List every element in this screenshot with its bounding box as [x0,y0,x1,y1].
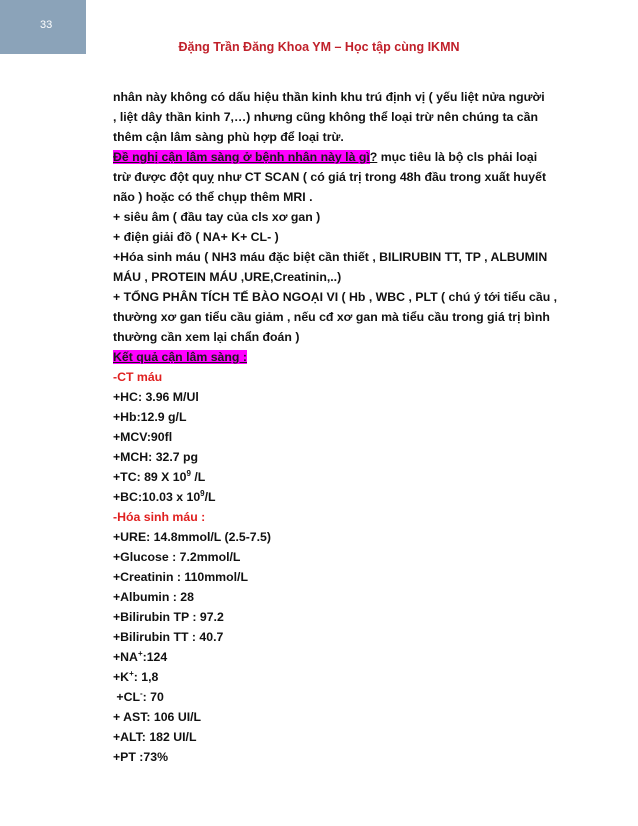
result-bilirubin-tp: +Bilirubin TP : 97.2 [113,610,224,624]
result-bilirubin-tt: +Bilirubin TT : 40.7 [113,630,224,644]
ct-mau-heading: -CT máu [113,370,163,384]
text-line: + TỔNG PHÂN TÍCH TẾ BÀO NGOẠI VI ( Hb , WBC , PLT ( chú ý tới tiểu cầu , [113,290,558,304]
question-highlight: Đề nghị cận lâm sàng ở bệnh nhân này là gì [113,150,370,164]
document-body [113,87,583,767]
page-number: 33 [0,0,86,54]
result-creatinin: +Creatinin : 110mmol/L [113,570,248,584]
text-line: MÁU , PROTEIN MÁU ,URE,Creatinin,..) [113,270,342,284]
result-pt: +PT :73% [113,750,169,764]
hoa-sinh-heading: -Hóa sinh máu : [113,510,206,524]
text-line: + siêu âm ( đầu tay của cls xơ gan ) [113,210,321,224]
result-mcv: +MCV:90fl [113,430,173,444]
result-cl: +CL-: 70 [113,688,164,704]
result-hb: +Hb:12.9 g/L [113,410,187,424]
text-line: +Hóa sinh máu ( NH3 máu đặc biệt cần thiết , BILIRUBIN TT, TP , ALBUMIN [113,250,548,264]
page-header-title: Đặng Trần Đăng Khoa YM – Học tập cùng IKMN [178,40,460,54]
result-bc: +BC:10.03 x $10^9/L$ [113,488,216,504]
results-heading-highlight: Kết quả cận lâm sàng : [113,350,247,364]
result-hc: +HC: 3.96 M/Ul [113,390,199,404]
text-line: não ) hoặc có thể chụp thêm MRI . [113,190,313,204]
text-line: thêm cận lâm sàng phù hợp để loại trừ. [113,130,344,144]
result-albumin: +Albumin : 28 [113,590,194,604]
result-ure: +URE: 14.8mmol/L (2.5-7.5) [113,530,271,544]
result-tc: +TC: 89 X $10^9$ /L [113,468,206,484]
text-line: trừ được đột quỵ như CT SCAN ( có giá trị trong 48h đầu trong xuất huyết [113,170,547,184]
question-rest: mục tiêu là bộ cls phải loại [377,150,538,164]
result-na: +NA+:124 [113,648,168,664]
result-glucose: +Glucose : 7.2mmol/L [113,550,241,564]
text-line: , liệt dây thần kinh 7,…) nhưng cũng không thể loại trừ nên chúng ta cần [113,110,538,124]
text-line: thường xơ gan tiểu cầu giảm , nếu cđ xơ gan mà tiểu cầu trong giá trị bình [113,310,550,324]
question-mark: ? [369,150,378,164]
question-line [113,147,583,167]
text-line: + điện giải đồ ( NA+ K+ CL- ) [113,230,279,244]
text-line: thường cần xem lại chẩn đoán ) [113,330,300,344]
text-line: nhân này không có dấu hiệu thần kinh khu trú định vị ( yếu liệt nửa người [113,90,545,104]
result-mch: +MCH: 32.7 pg [113,450,199,464]
result-ast: + AST: 106 UI/L [113,710,202,724]
result-k: +K+: 1,8 [113,668,159,684]
result-alt: +ALT: 182 UI/L [113,730,197,744]
results-heading [113,347,583,367]
